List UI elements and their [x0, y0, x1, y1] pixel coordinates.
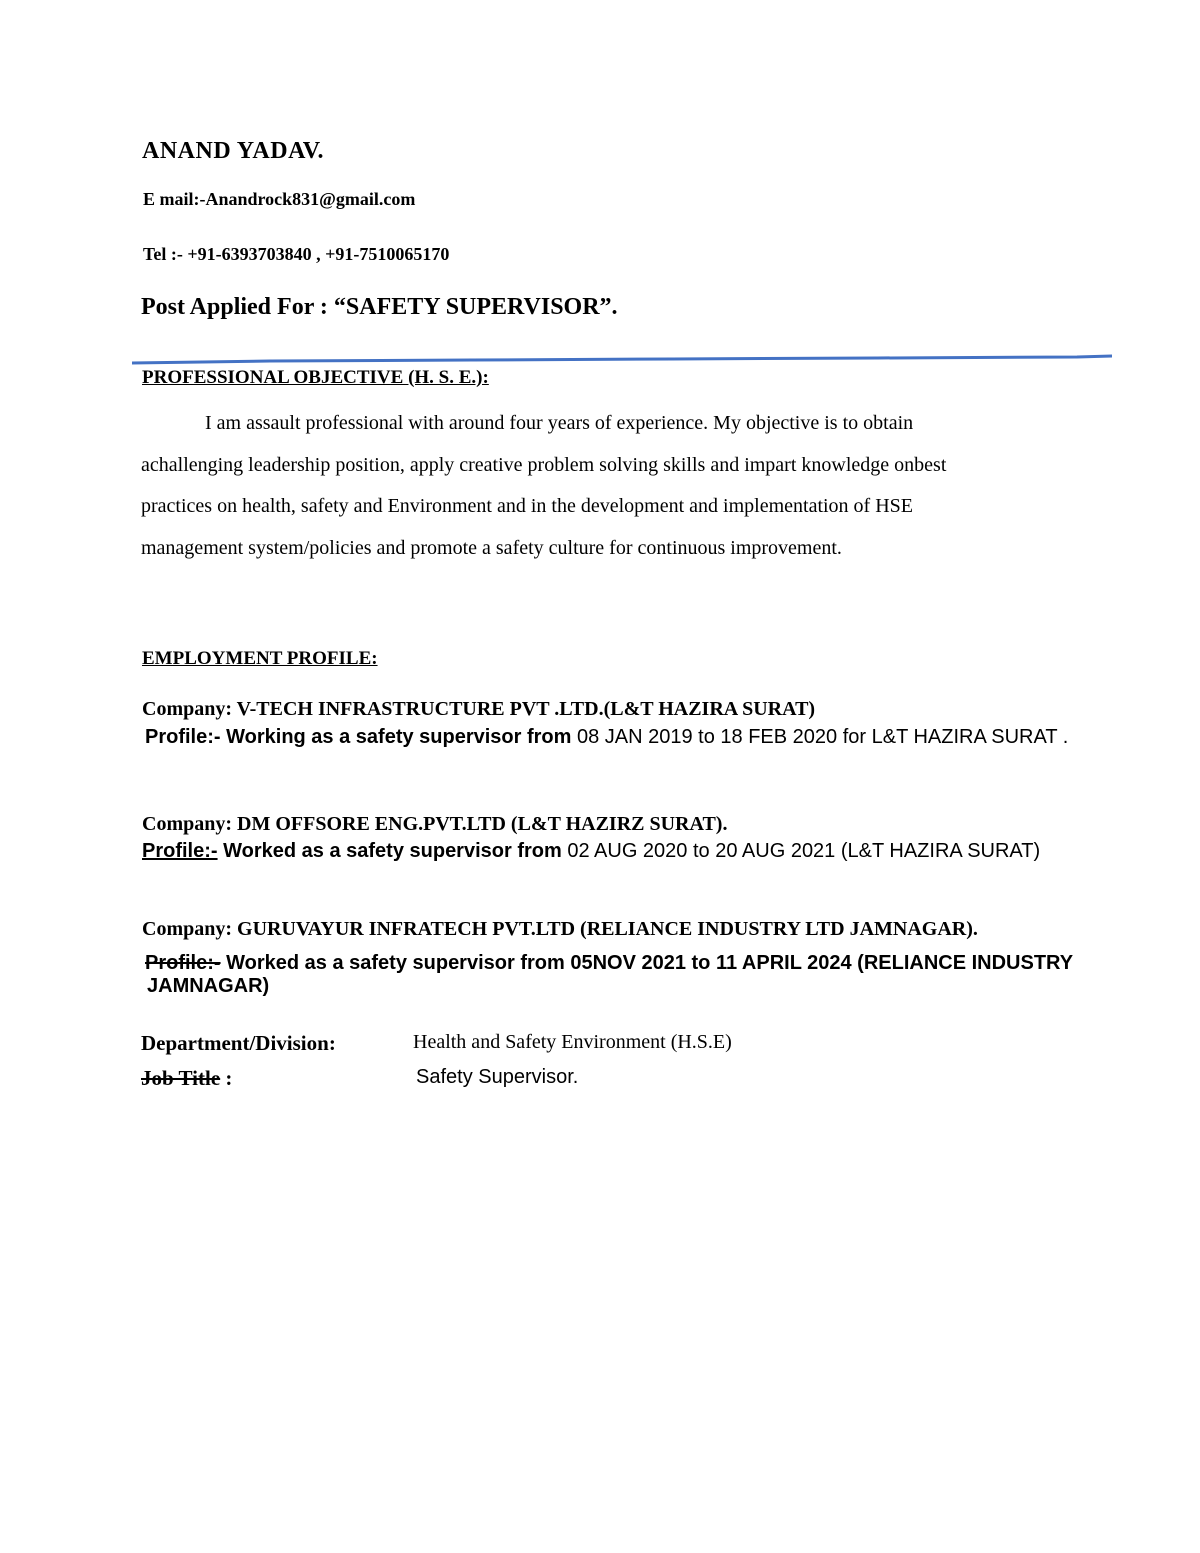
- objective-line: practices on health, safety and Environment and in the development and implementation of HSE: [141, 495, 914, 517]
- profile-dates: 02 AUG 2020 to 20 AUG 2021 (L&T HAZIRA SURAT): [561, 840, 1041, 862]
- job-company: Company: DM OFFSORE ENG.PVT.LTD (L&T HAZIRZ SURAT).: [142, 813, 728, 835]
- profile-description: Working as a safety supervisor from: [220, 726, 572, 748]
- profile-label: Profile:-: [145, 726, 221, 748]
- job-title-colon: :: [220, 1066, 233, 1090]
- profile-description: Worked as a safety supervisor from 05NOV 2021 to 11 APRIL 2024 (RELIANCE INDUSTRY: [220, 952, 1074, 974]
- objective-paragraph: [141, 403, 1141, 569]
- job-title-label: [141, 1066, 232, 1091]
- objective-line: I am assault professional with around four years of experience. My objective is to obtain: [205, 412, 914, 434]
- job-company: Company: V-TECH INFRASTRUCTURE PVT .LTD.(L&T HAZIRA SURAT): [142, 698, 816, 720]
- objective-heading: PROFESSIONAL OBJECTIVE (H. S. E.):: [142, 367, 489, 388]
- job-profile-continuation: JAMNAGAR): [147, 975, 270, 997]
- profile-dates: 08 JAN 2019 to 18 FEB 2020 for L&T HAZIRA SURAT .: [571, 726, 1069, 748]
- header-divider: [132, 352, 1112, 366]
- post-applied: Post Applied For : “SAFETY SUPERVISOR”.: [141, 294, 618, 320]
- email-line: E mail:-Anandrock831@gmail.com: [143, 189, 416, 209]
- job-title-value: Safety Supervisor.: [416, 1066, 579, 1088]
- phone-line: Tel :- +91-6393703840 , +91-7510065170: [143, 244, 450, 264]
- profile-description: Worked as a safety supervisor from: [217, 840, 562, 862]
- objective-line: management system/policies and promote a safety culture for continuous improvement.: [141, 536, 842, 559]
- job-profile: [145, 952, 1073, 975]
- job-title-text: Job Title: [141, 1066, 221, 1090]
- job-company: Company: GURUVAYUR INFRATECH PVT.LTD (RELIANCE INDUSTRY LTD JAMNAGAR).: [142, 918, 978, 940]
- objective-line: achallenging leadership position, apply creative problem solving skills and impart knowledge onbest: [141, 453, 947, 476]
- profile-label: Profile:-: [142, 840, 218, 862]
- job-profile: [145, 726, 1068, 749]
- candidate-name: ANAND YADAV.: [142, 138, 325, 164]
- job-profile: [142, 840, 1040, 863]
- employment-heading: EMPLOYMENT PROFILE:: [142, 648, 378, 669]
- profile-label: Profile:-: [145, 952, 221, 974]
- department-label: Department/Division:: [141, 1031, 336, 1055]
- department-value: Health and Safety Environment (H.S.E): [413, 1031, 732, 1053]
